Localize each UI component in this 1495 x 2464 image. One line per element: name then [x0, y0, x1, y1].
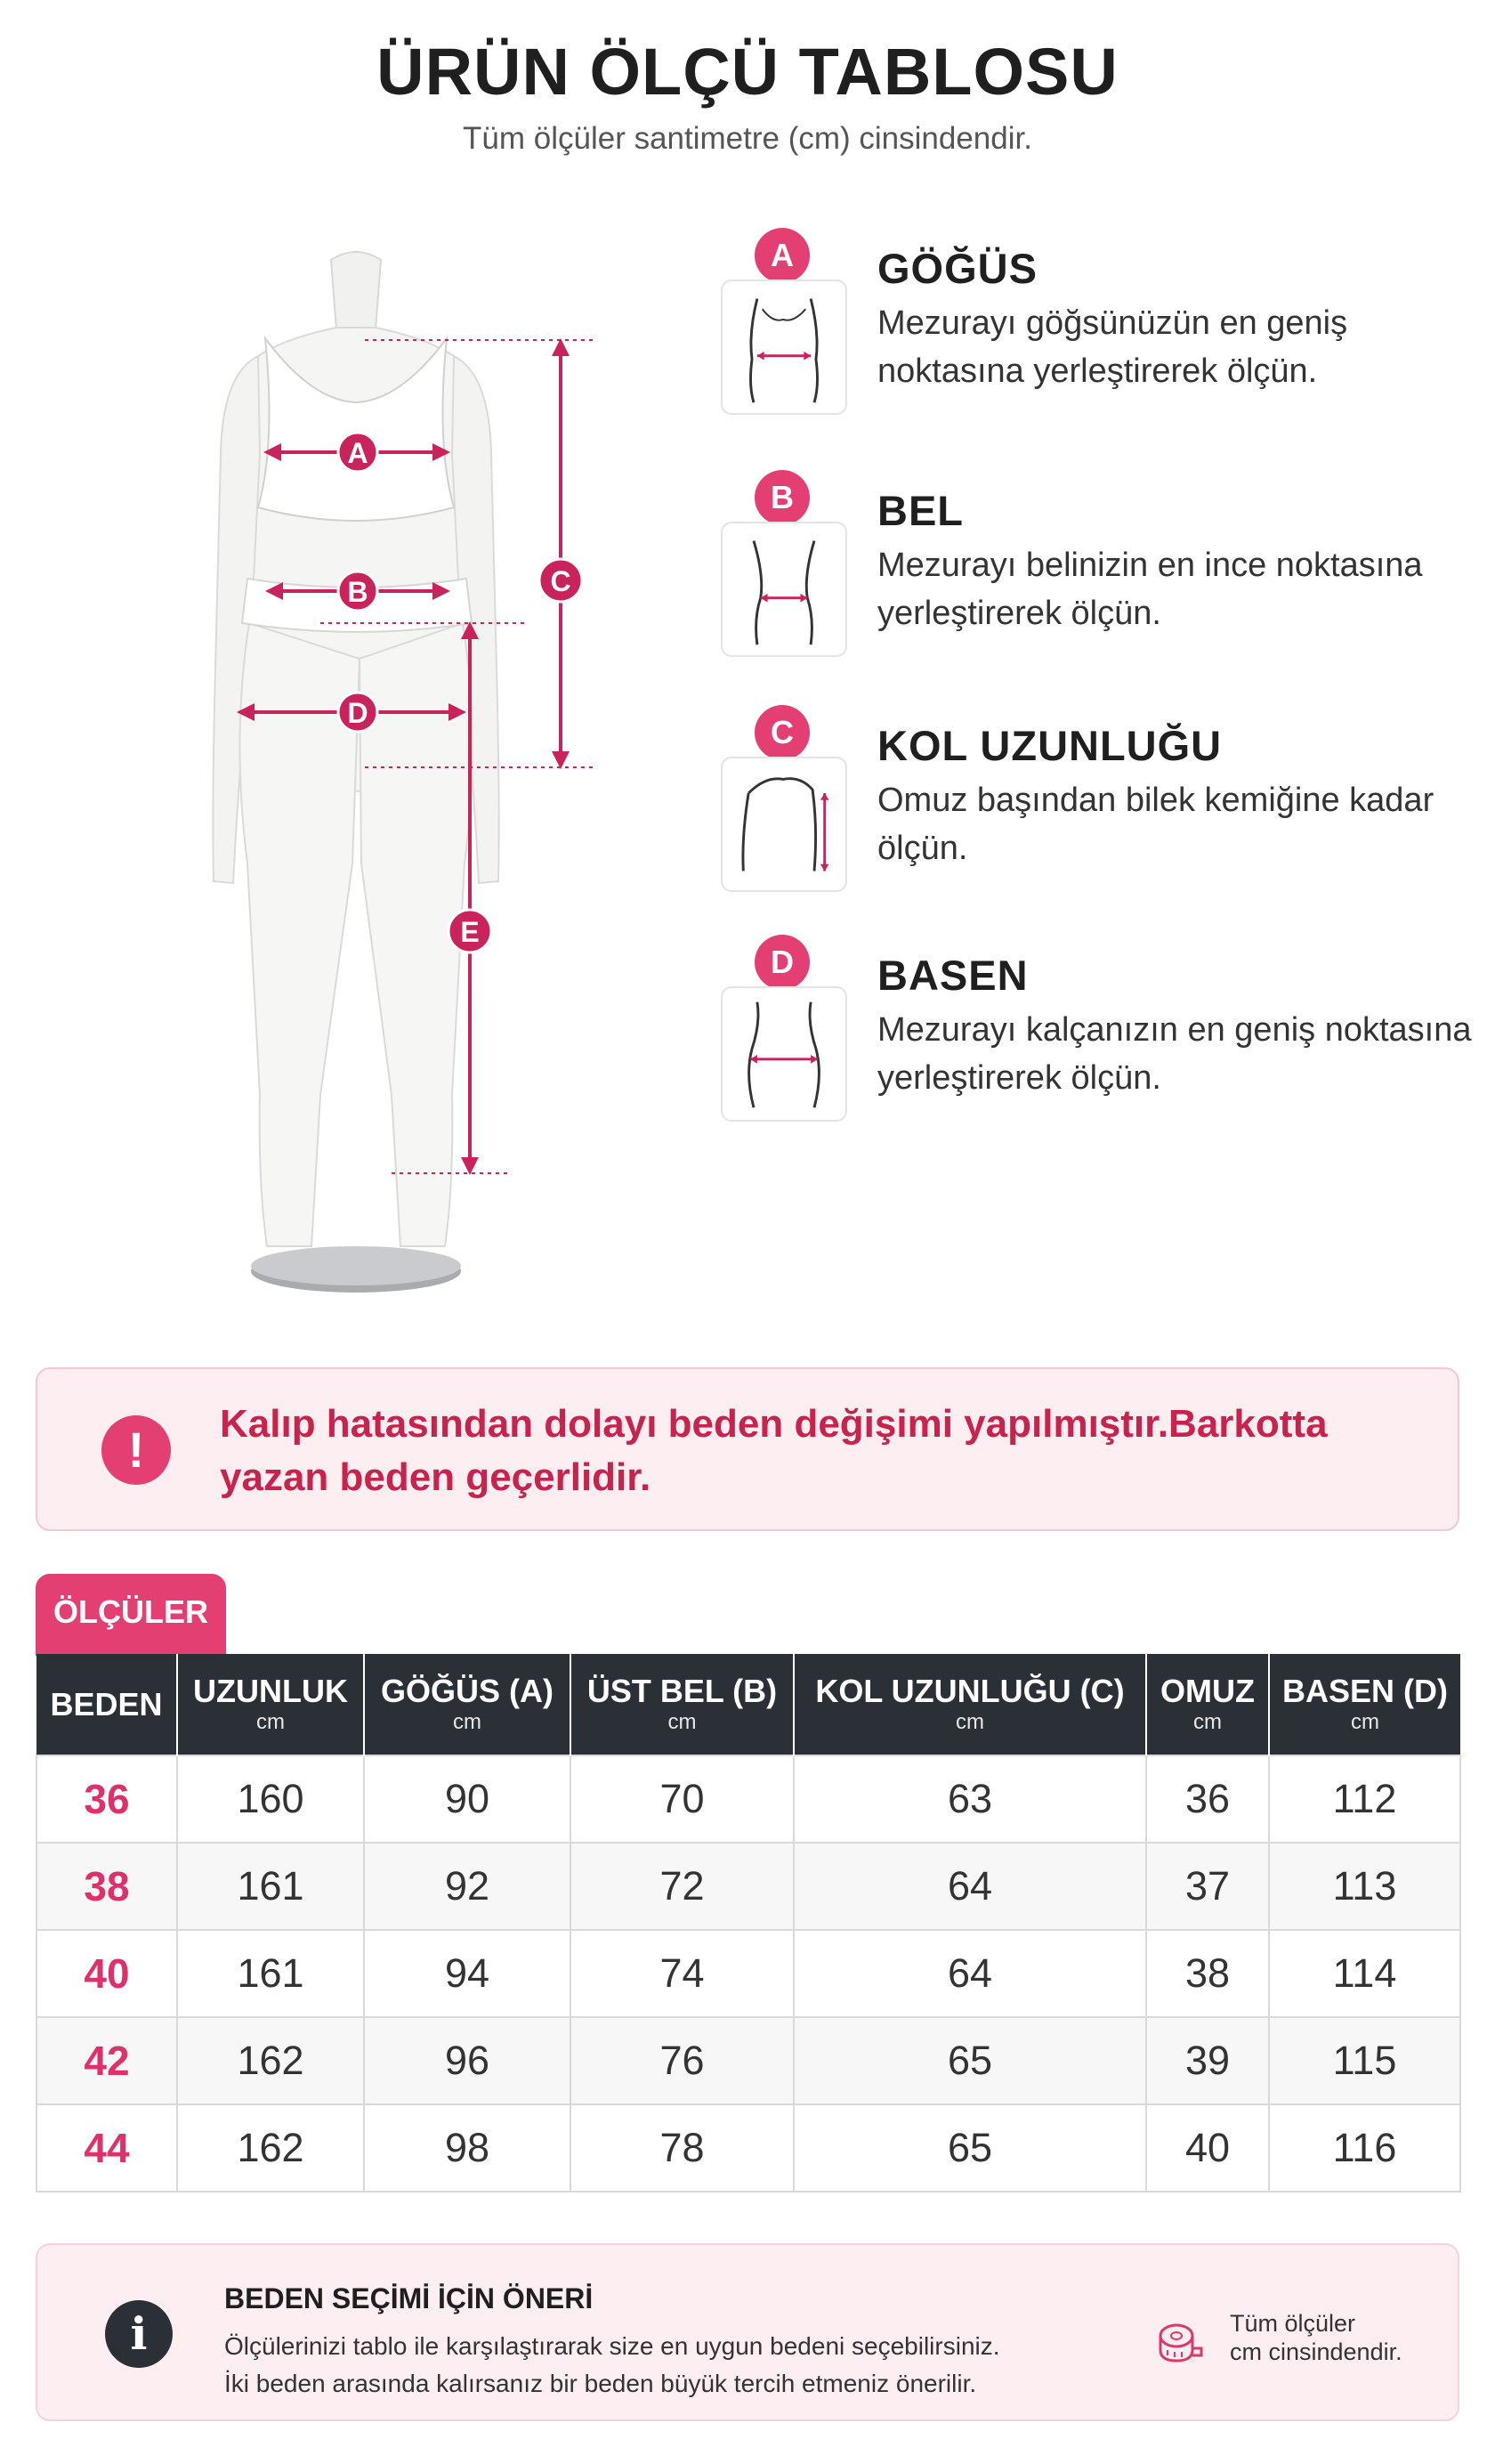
col-header-size: BEDEN: [36, 1654, 177, 1755]
col-header-waist: ÜST BEL (B) cm: [570, 1654, 794, 1755]
col-header-shoulder: OMUZ cm: [1146, 1654, 1269, 1755]
col-header-hip: BASEN (D) cm: [1269, 1654, 1460, 1755]
chest-thumbnail-icon: [721, 280, 847, 415]
exclamation-icon: !: [101, 1415, 171, 1485]
measure-description: Mezurayı göğsünüzün en geniş noktasına yerleştirerek ölçün.: [877, 304, 1348, 390]
tip-line-1: Ölçülerinizi tablo ile karşılaştırarak size en uygun bedeni seçebilirsiniz.: [224, 2332, 1000, 2360]
size-cell: 40: [36, 1930, 177, 2017]
info-icon: i: [105, 2300, 173, 2368]
measure-title: GÖĞÜS: [877, 245, 1038, 292]
waist-thumbnail-icon: [721, 522, 847, 657]
table-cell: 94: [364, 1930, 570, 2017]
badge-b: B: [755, 470, 810, 525]
unit-note-line-1: Tüm ölçüler: [1230, 2310, 1356, 2337]
measure-description: Omuz başından bilek kemiğine kadar ölçün.: [877, 782, 1434, 867]
col-header-chest: GÖĞÜS (A) cm: [364, 1654, 570, 1755]
table-row: [36, 2104, 1460, 2192]
page-title: ÜRÜN ÖLÇÜ TABLOSU: [376, 35, 1119, 109]
table-row: [36, 1930, 1460, 2017]
measure-waist: [721, 470, 1477, 684]
page-subtitle: Tüm ölçüler santimetre (cm) cinsindendir.: [463, 121, 1032, 156]
table-cell: 113: [1269, 1843, 1460, 1930]
measure-title: BEL: [877, 487, 964, 534]
table-cell: 65: [794, 2104, 1146, 2192]
marker-b: B: [347, 576, 368, 608]
table-cell: 114: [1269, 1930, 1460, 2017]
size-cell: 36: [36, 1755, 177, 1843]
table-cell: 37: [1146, 1843, 1269, 1930]
size-cell: 42: [36, 2017, 177, 2104]
table-cell: 63: [794, 1755, 1146, 1843]
measure-hip: [721, 935, 1477, 1148]
tip-box: [36, 2243, 1459, 2421]
table-cell: 162: [177, 2104, 364, 2192]
table-cell: 161: [177, 1843, 364, 1930]
unit-note: [1230, 2309, 1426, 2366]
table-cell: 112: [1269, 1755, 1460, 1843]
measure-title: KOL UZUNLUĞU: [877, 722, 1223, 769]
table-cell: 38: [1146, 1930, 1269, 2017]
marker-a: A: [347, 437, 368, 469]
measure-title: BASEN: [877, 952, 1029, 999]
marker-e: E: [460, 916, 480, 948]
measure-chest: [721, 228, 1477, 442]
size-cell: 44: [36, 2104, 177, 2192]
col-header-length: UZUNLUK cm: [177, 1654, 364, 1755]
table-cell: 92: [364, 1843, 570, 1930]
warning-box: [36, 1367, 1459, 1531]
badge-d: D: [755, 935, 810, 990]
table-cell: 96: [364, 2017, 570, 2104]
table-row: [36, 2017, 1460, 2104]
measure-description: Mezurayı belinizin en ince noktasına yerleştirerek ölçün.: [877, 547, 1423, 632]
sleeve-thumbnail-icon: [721, 757, 847, 892]
badge-c: C: [755, 705, 810, 760]
hip-thumbnail-icon: [721, 986, 847, 1122]
table-cell: 161: [177, 1930, 364, 2017]
measure-description: Mezurayı kalçanızın en geniş noktasına yerleştirerek ölçün.: [877, 1011, 1472, 1097]
table-cell: 76: [570, 2017, 794, 2104]
tip-title: BEDEN SEÇİMİ İÇİN ÖNERİ: [224, 2282, 594, 2314]
table-cell: 72: [570, 1843, 794, 1930]
warning-text: Kalıp hatasından dolayı beden değişimi yapılmıştır.Barkotta yazan beden geçerlidir.: [220, 1402, 1328, 1499]
col-header-sleeve: KOL UZUNLUĞU (C) cm: [794, 1654, 1146, 1755]
size-cell: 38: [36, 1843, 177, 1930]
measuring-tape-icon: [1155, 2318, 1205, 2368]
marker-d: D: [347, 697, 368, 729]
table-cell: 70: [570, 1755, 794, 1843]
table-cell: 65: [794, 2017, 1146, 2104]
table-cell: 98: [364, 2104, 570, 2192]
table-tab-label: ÖLÇÜLER: [36, 1574, 226, 1656]
table-cell: 90: [364, 1755, 570, 1843]
table-cell: 115: [1269, 2017, 1460, 2104]
table-row: [36, 1755, 1460, 1843]
table-cell: 116: [1269, 2104, 1460, 2192]
mannequin-illustration: [98, 240, 614, 1300]
marker-c: C: [550, 565, 571, 597]
table-cell: 39: [1146, 2017, 1269, 2104]
table-cell: 64: [794, 1930, 1146, 2017]
table-cell: 78: [570, 2104, 794, 2192]
table-cell: 64: [794, 1843, 1146, 1930]
unit-note-line-2: cm cinsindendir.: [1230, 2338, 1402, 2365]
badge-a: A: [755, 228, 810, 283]
table-header-row: [36, 1654, 1460, 1755]
table-cell: 160: [177, 1755, 364, 1843]
table-row: [36, 1843, 1460, 1930]
table-cell: 36: [1146, 1755, 1269, 1843]
tip-line-2: İki beden arasında kalırsanız bir beden büyük tercih etmeniz önerilir.: [224, 2370, 977, 2397]
table-cell: 40: [1146, 2104, 1269, 2192]
table-cell: 74: [570, 1930, 794, 2017]
size-table: [36, 1654, 1461, 2192]
measure-sleeve: [721, 705, 1477, 919]
table-cell: 162: [177, 2017, 364, 2104]
